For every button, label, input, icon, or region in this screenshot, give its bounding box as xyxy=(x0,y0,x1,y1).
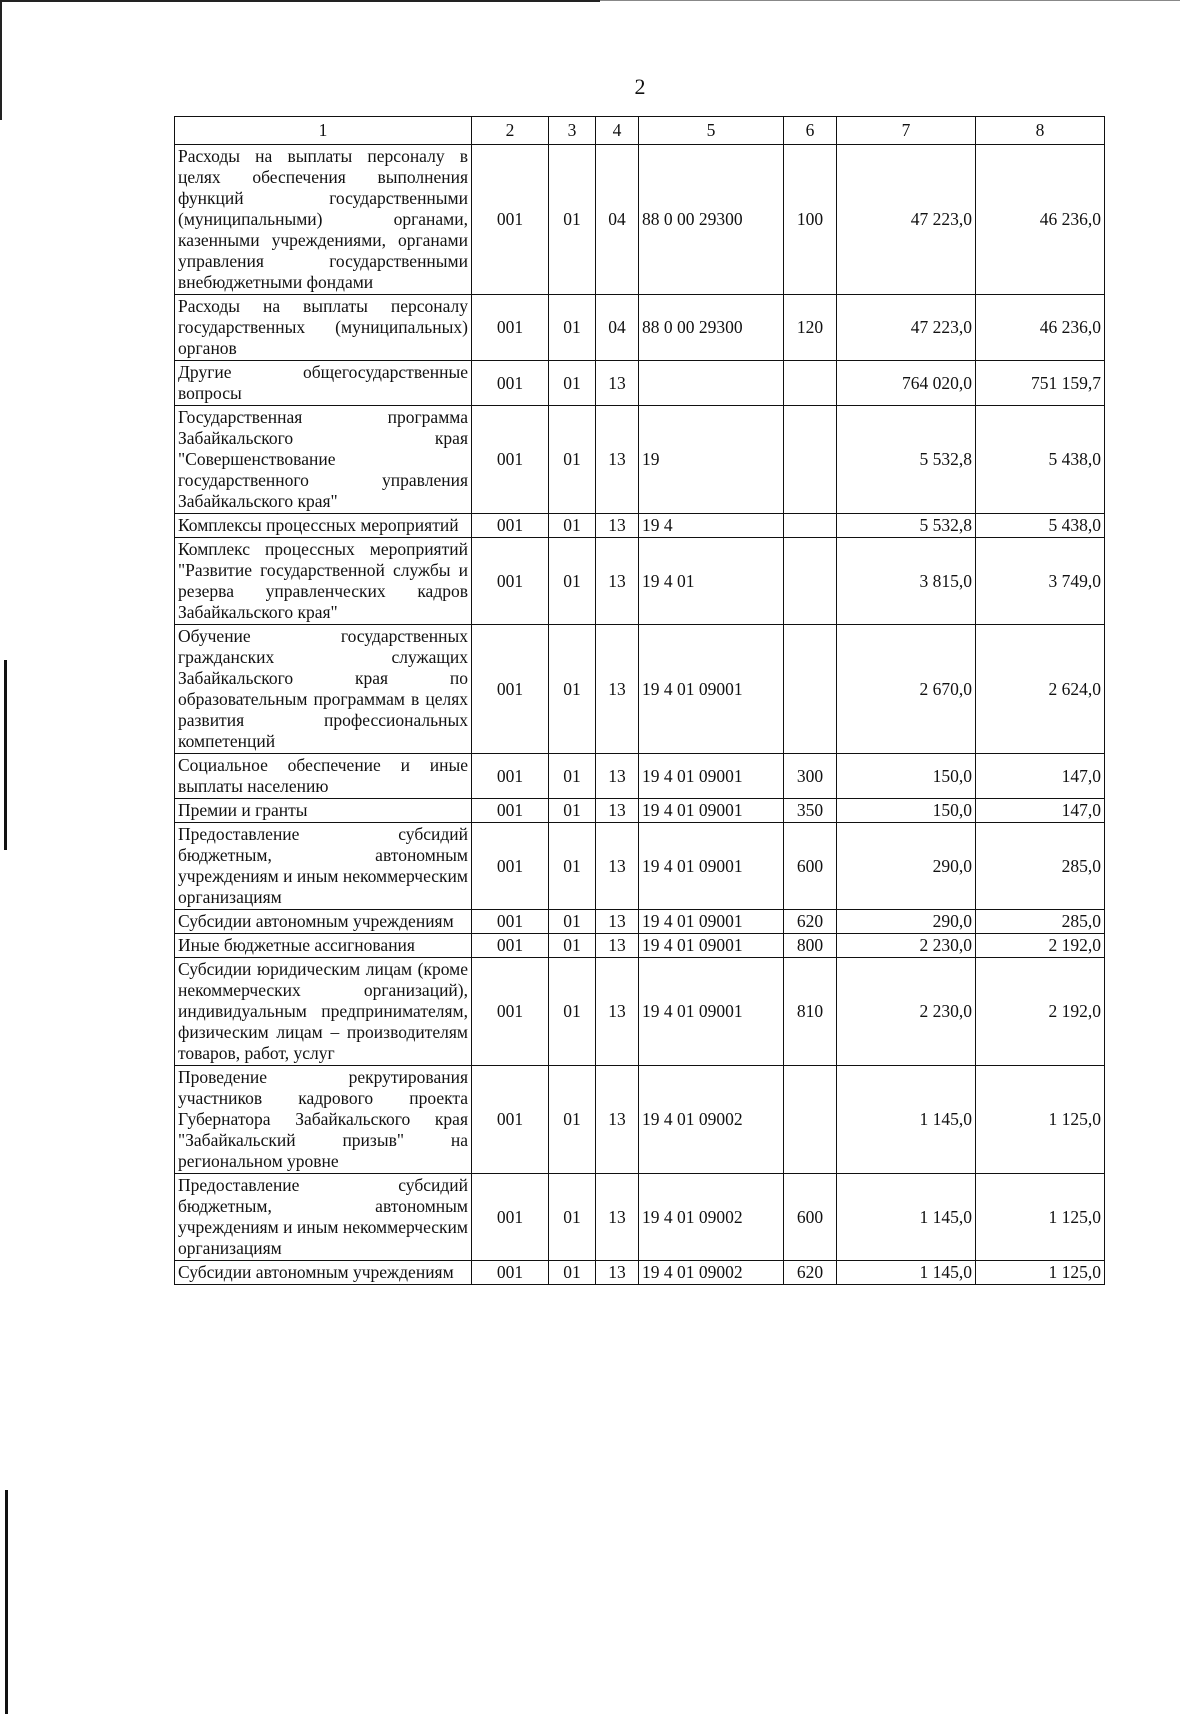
header-cell: 4 xyxy=(596,117,639,145)
amount-year2-cell: 147,0 xyxy=(976,754,1105,799)
table-header xyxy=(175,117,1105,145)
code-cell: 001 xyxy=(472,145,549,295)
amount-year1-cell: 1 145,0 xyxy=(837,1261,976,1285)
amount-year2-cell: 46 236,0 xyxy=(976,295,1105,361)
section-cell: 01 xyxy=(549,754,596,799)
header-cell: 7 xyxy=(837,117,976,145)
expense-type-cell: 350 xyxy=(784,799,837,823)
table-row xyxy=(175,625,1105,754)
code-cell: 001 xyxy=(472,361,549,406)
subsection-cell: 13 xyxy=(596,1066,639,1174)
code-cell: 001 xyxy=(472,406,549,514)
amount-year2-cell: 3 749,0 xyxy=(976,538,1105,625)
target-article-cell: 19 4 01 xyxy=(639,538,784,625)
section-cell: 01 xyxy=(549,1261,596,1285)
header-cell: 6 xyxy=(784,117,837,145)
amount-year1-cell: 2 670,0 xyxy=(837,625,976,754)
expense-type-cell: 620 xyxy=(784,1261,837,1285)
amount-year1-cell: 47 223,0 xyxy=(837,295,976,361)
table-row xyxy=(175,934,1105,958)
subsection-cell: 13 xyxy=(596,823,639,910)
table-row xyxy=(175,514,1105,538)
amount-year2-cell: 2 192,0 xyxy=(976,958,1105,1066)
code-cell: 001 xyxy=(472,1261,549,1285)
header-cell: 2 xyxy=(472,117,549,145)
section-cell: 01 xyxy=(549,538,596,625)
amount-year2-cell: 2 624,0 xyxy=(976,625,1105,754)
row-name-cell: Проведение рекрутирования участников кадрового проекта Губернатора Забайкальского края "Забайкальский призыв" на региональном уровне xyxy=(175,1066,472,1174)
amount-year1-cell: 1 145,0 xyxy=(837,1066,976,1174)
target-article-cell: 88 0 00 29300 xyxy=(639,295,784,361)
row-name-cell: Обучение государственных гражданских служащих Забайкальского края по образовательным программам в целях развития профессиональных компетенций xyxy=(175,625,472,754)
code-cell: 001 xyxy=(472,538,549,625)
amount-year2-cell: 46 236,0 xyxy=(976,145,1105,295)
amount-year1-cell: 3 815,0 xyxy=(837,538,976,625)
amount-year1-cell: 290,0 xyxy=(837,823,976,910)
expense-type-cell xyxy=(784,1066,837,1174)
subsection-cell: 04 xyxy=(596,295,639,361)
amount-year2-cell: 285,0 xyxy=(976,823,1105,910)
table-row xyxy=(175,145,1105,295)
subsection-cell: 13 xyxy=(596,625,639,754)
table-row xyxy=(175,1066,1105,1174)
amount-year1-cell: 764 020,0 xyxy=(837,361,976,406)
subsection-cell: 13 xyxy=(596,799,639,823)
amount-year1-cell: 290,0 xyxy=(837,910,976,934)
table-row xyxy=(175,799,1105,823)
subsection-cell: 13 xyxy=(596,1174,639,1261)
row-name-cell: Субсидии автономным учреждениям xyxy=(175,1261,472,1285)
target-article-cell: 19 4 01 09001 xyxy=(639,958,784,1066)
section-cell: 01 xyxy=(549,625,596,754)
row-name-cell: Субсидии автономным учреждениям xyxy=(175,910,472,934)
code-cell: 001 xyxy=(472,754,549,799)
section-cell: 01 xyxy=(549,823,596,910)
target-article-cell: 19 4 01 09001 xyxy=(639,823,784,910)
target-article-cell: 19 4 01 09002 xyxy=(639,1066,784,1174)
code-cell: 001 xyxy=(472,1066,549,1174)
target-article-cell: 19 4 01 09001 xyxy=(639,754,784,799)
target-article-cell: 19 4 01 09001 xyxy=(639,934,784,958)
section-cell: 01 xyxy=(549,145,596,295)
target-article-cell: 19 4 01 09001 xyxy=(639,625,784,754)
table-row xyxy=(175,406,1105,514)
code-cell: 001 xyxy=(472,1174,549,1261)
section-cell: 01 xyxy=(549,1066,596,1174)
section-cell: 01 xyxy=(549,799,596,823)
code-cell: 001 xyxy=(472,514,549,538)
row-name-cell: Расходы на выплаты персоналу в целях обеспечения выполнения функций государственными (муниципальными) органами, казенными учреждениями, органами управления государственными внебюджетными фондами xyxy=(175,145,472,295)
expense-type-cell: 800 xyxy=(784,934,837,958)
scan-mark xyxy=(5,1490,8,1714)
expense-type-cell: 620 xyxy=(784,910,837,934)
row-name-cell: Субсидии юридическим лицам (кроме некоммерческих организаций), индивидуальным предпринимателям, физическим лицам – производителям товаров, работ, услуг xyxy=(175,958,472,1066)
row-name-cell: Комплекс процессных мероприятий "Развитие государственной службы и резерва управленческих кадров Забайкальского края" xyxy=(175,538,472,625)
section-cell: 01 xyxy=(549,1174,596,1261)
section-cell: 01 xyxy=(549,934,596,958)
table-row xyxy=(175,361,1105,406)
amount-year2-cell: 147,0 xyxy=(976,799,1105,823)
code-cell: 001 xyxy=(472,910,549,934)
target-article-cell: 19 4 01 09002 xyxy=(639,1174,784,1261)
row-name-cell: Иные бюджетные ассигнования xyxy=(175,934,472,958)
amount-year1-cell: 5 532,8 xyxy=(837,406,976,514)
expense-type-cell xyxy=(784,625,837,754)
amount-year2-cell: 1 125,0 xyxy=(976,1261,1105,1285)
scan-edge-top xyxy=(0,0,600,2)
subsection-cell: 13 xyxy=(596,934,639,958)
amount-year1-cell: 2 230,0 xyxy=(837,934,976,958)
scan-edge-left xyxy=(0,0,2,120)
target-article-cell xyxy=(639,361,784,406)
subsection-cell: 13 xyxy=(596,958,639,1066)
expense-type-cell xyxy=(784,406,837,514)
section-cell: 01 xyxy=(549,406,596,514)
expense-type-cell: 100 xyxy=(784,145,837,295)
subsection-cell: 13 xyxy=(596,910,639,934)
section-cell: 01 xyxy=(549,295,596,361)
amount-year1-cell: 2 230,0 xyxy=(837,958,976,1066)
row-name-cell: Комплексы процессных мероприятий xyxy=(175,514,472,538)
target-article-cell: 19 xyxy=(639,406,784,514)
expense-type-cell: 600 xyxy=(784,823,837,910)
target-article-cell: 19 4 01 09001 xyxy=(639,799,784,823)
section-cell: 01 xyxy=(549,958,596,1066)
subsection-cell: 13 xyxy=(596,1261,639,1285)
row-name-cell: Другие общегосударственные вопросы xyxy=(175,361,472,406)
row-name-cell: Предоставление субсидий бюджетным, автономным учреждениям и иным некоммерческим организациям xyxy=(175,823,472,910)
amount-year2-cell: 5 438,0 xyxy=(976,514,1105,538)
expense-type-cell: 300 xyxy=(784,754,837,799)
amount-year1-cell: 47 223,0 xyxy=(837,145,976,295)
code-cell: 001 xyxy=(472,295,549,361)
row-name-cell: Социальное обеспечение и иные выплаты населению xyxy=(175,754,472,799)
header-cell: 5 xyxy=(639,117,784,145)
expense-type-cell: 120 xyxy=(784,295,837,361)
target-article-cell: 88 0 00 29300 xyxy=(639,145,784,295)
expense-type-cell: 600 xyxy=(784,1174,837,1261)
header-row xyxy=(175,117,1105,145)
code-cell: 001 xyxy=(472,934,549,958)
table-row xyxy=(175,958,1105,1066)
subsection-cell: 13 xyxy=(596,361,639,406)
section-cell: 01 xyxy=(549,514,596,538)
table-body xyxy=(175,145,1105,1285)
amount-year1-cell: 5 532,8 xyxy=(837,514,976,538)
scan-mark xyxy=(4,660,7,850)
target-article-cell: 19 4 01 09002 xyxy=(639,1261,784,1285)
amount-year2-cell: 1 125,0 xyxy=(976,1066,1105,1174)
code-cell: 001 xyxy=(472,823,549,910)
code-cell: 001 xyxy=(472,625,549,754)
header-cell: 3 xyxy=(549,117,596,145)
amount-year2-cell: 2 192,0 xyxy=(976,934,1105,958)
amount-year1-cell: 150,0 xyxy=(837,754,976,799)
table-row xyxy=(175,1174,1105,1261)
target-article-cell: 19 4 01 09001 xyxy=(639,910,784,934)
expense-type-cell: 810 xyxy=(784,958,837,1066)
code-cell: 001 xyxy=(472,958,549,1066)
target-article-cell: 19 4 xyxy=(639,514,784,538)
amount-year1-cell: 1 145,0 xyxy=(837,1174,976,1261)
row-name-cell: Расходы на выплаты персоналу государственных (муниципальных) органов xyxy=(175,295,472,361)
section-cell: 01 xyxy=(549,910,596,934)
row-name-cell: Премии и гранты xyxy=(175,799,472,823)
table-row xyxy=(175,910,1105,934)
subsection-cell: 13 xyxy=(596,538,639,625)
amount-year2-cell: 5 438,0 xyxy=(976,406,1105,514)
section-cell: 01 xyxy=(549,361,596,406)
page-number: 2 xyxy=(634,74,646,99)
row-name-cell: Государственная программа Забайкальского края "Совершенствование государственного управления Забайкальского края" xyxy=(175,406,472,514)
amount-year2-cell: 285,0 xyxy=(976,910,1105,934)
budget-table xyxy=(174,116,1105,1285)
amount-year2-cell: 751 159,7 xyxy=(976,361,1105,406)
table-row xyxy=(175,295,1105,361)
table-row xyxy=(175,754,1105,799)
subsection-cell: 04 xyxy=(596,145,639,295)
subsection-cell: 13 xyxy=(596,514,639,538)
subsection-cell: 13 xyxy=(596,754,639,799)
table-row xyxy=(175,538,1105,625)
amount-year2-cell: 1 125,0 xyxy=(976,1174,1105,1261)
table-row xyxy=(175,1261,1105,1285)
row-name-cell: Предоставление субсидий бюджетным, автономным учреждениям и иным некоммерческим организациям xyxy=(175,1174,472,1261)
header-cell: 1 xyxy=(175,117,472,145)
scan-edge-top-faint xyxy=(600,0,1180,1)
expense-type-cell xyxy=(784,361,837,406)
amount-year1-cell: 150,0 xyxy=(837,799,976,823)
table-row xyxy=(175,823,1105,910)
expense-type-cell xyxy=(784,538,837,625)
expense-type-cell xyxy=(784,514,837,538)
code-cell: 001 xyxy=(472,799,549,823)
header-cell: 8 xyxy=(976,117,1105,145)
subsection-cell: 13 xyxy=(596,406,639,514)
